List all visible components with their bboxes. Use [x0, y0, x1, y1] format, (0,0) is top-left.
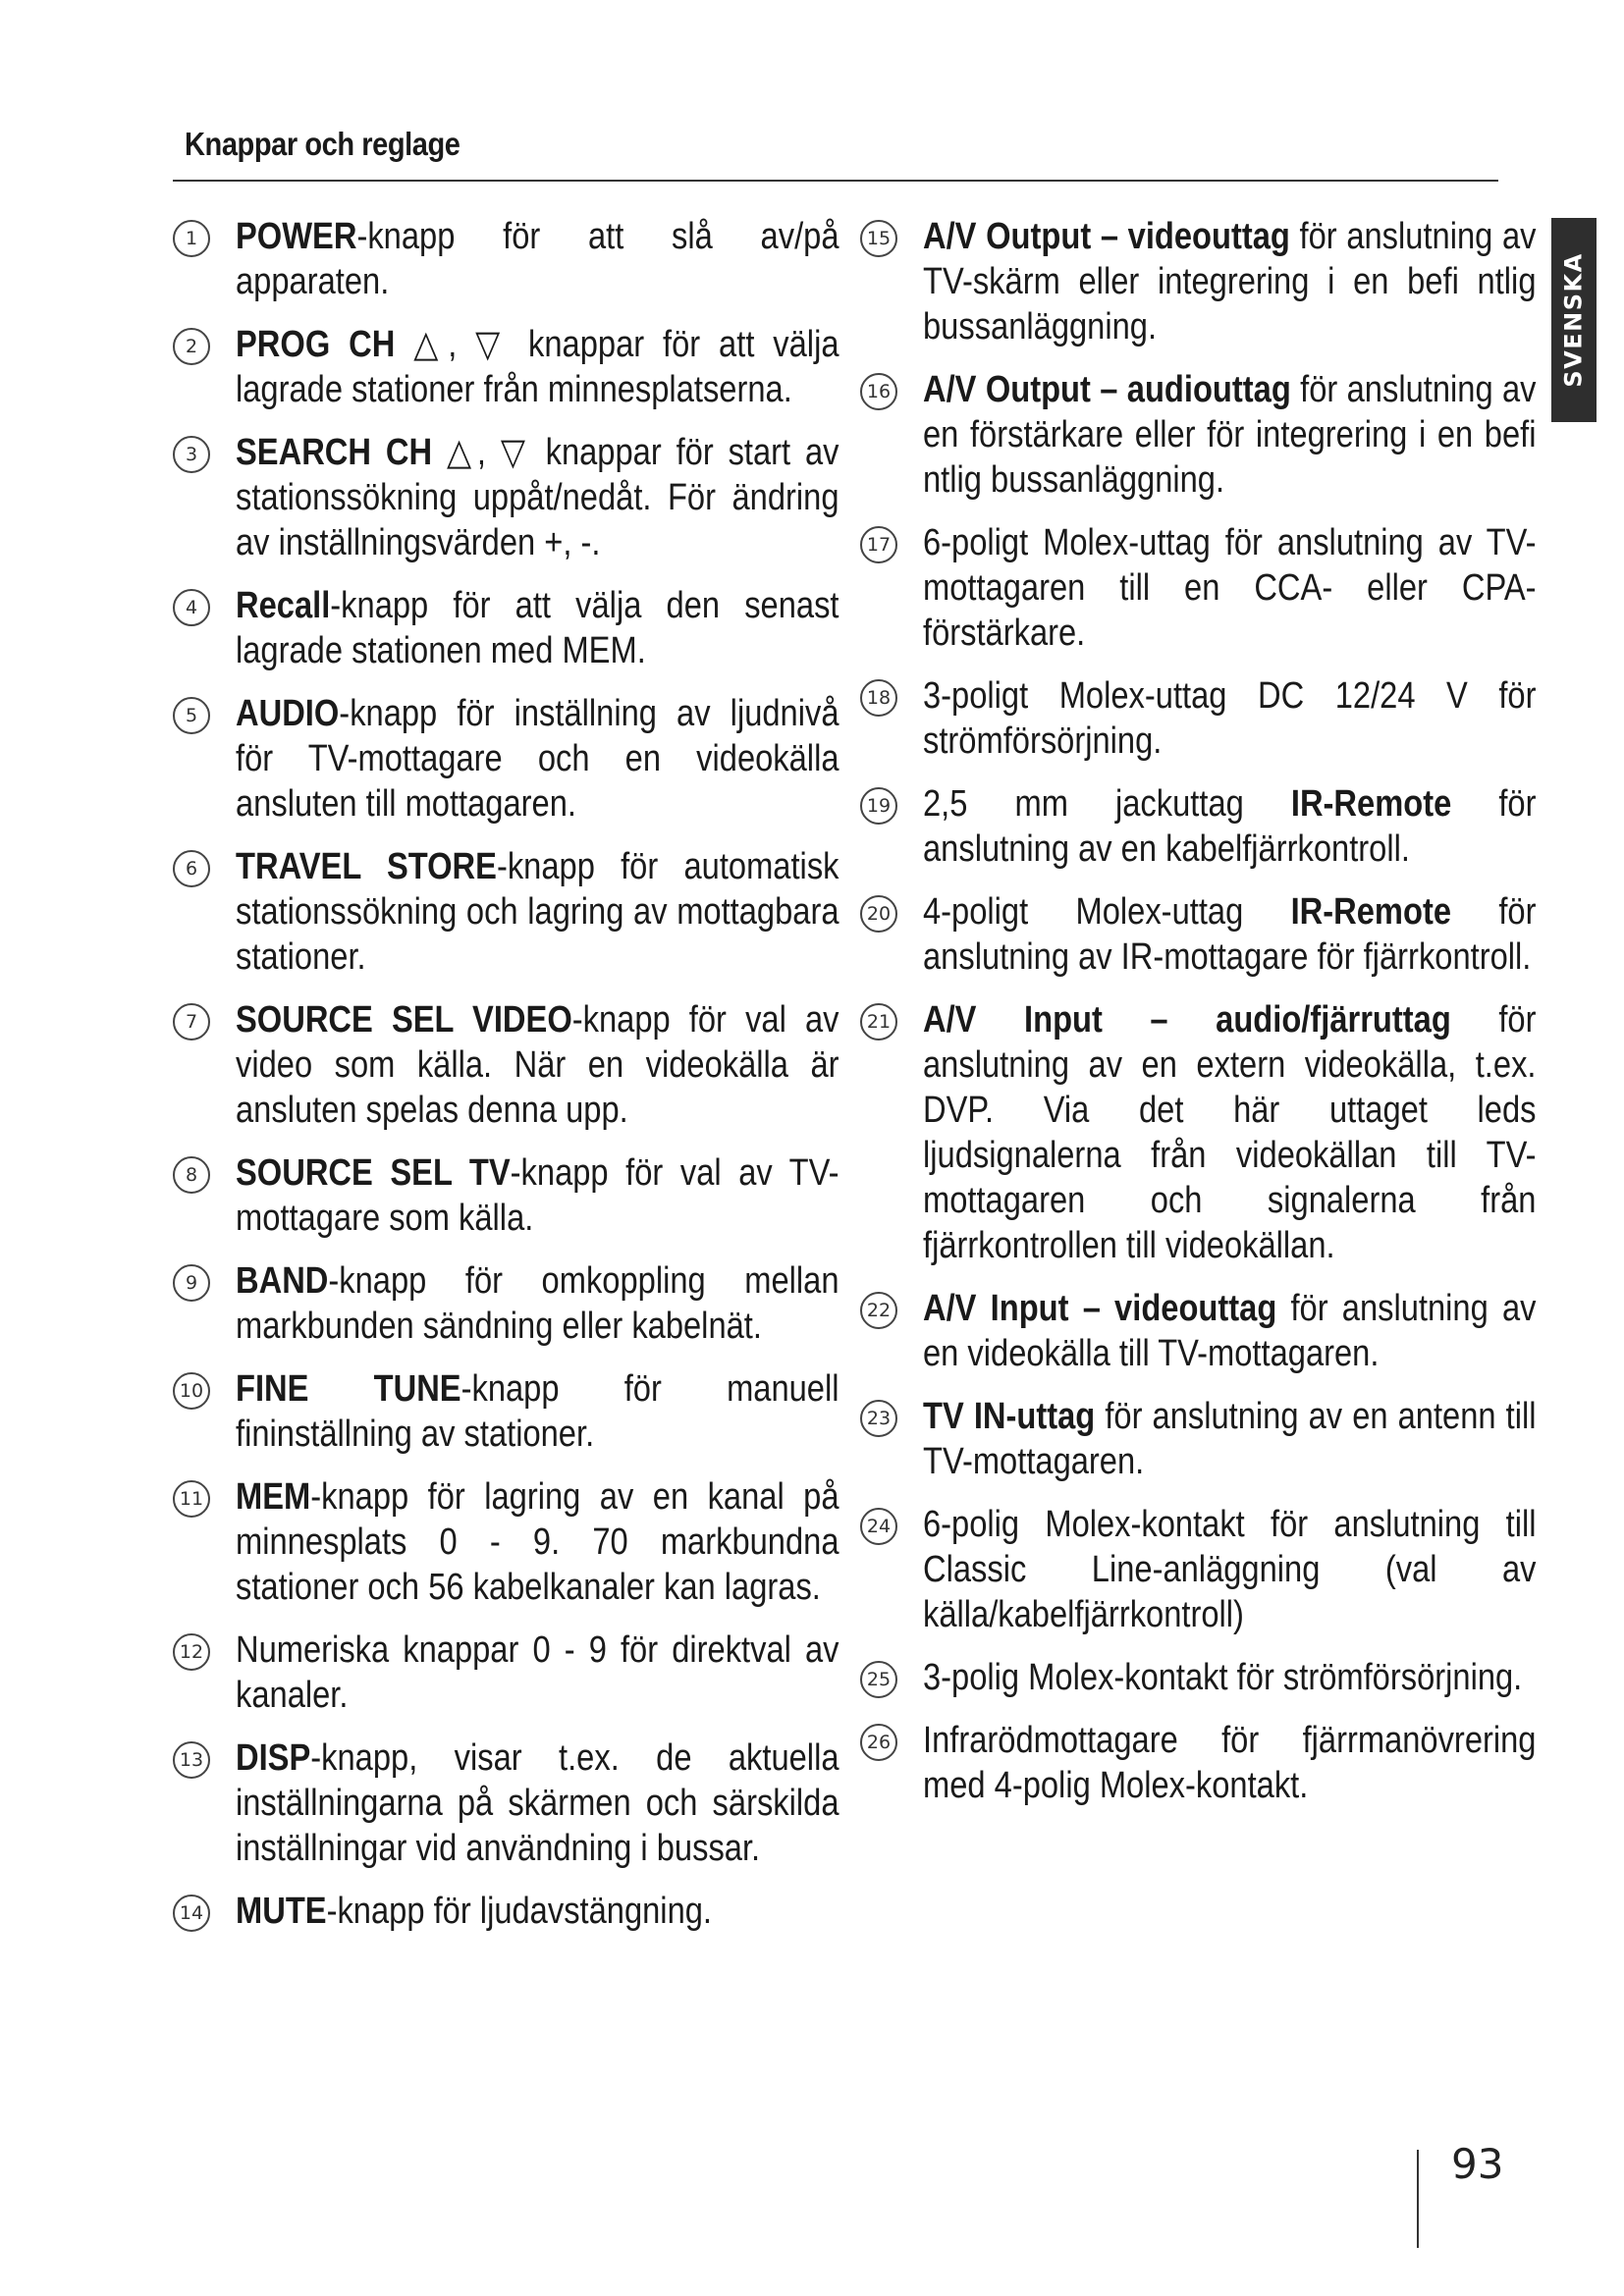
- item-term: FINE TUNE: [236, 1368, 461, 1410]
- item-number-badge: 1: [173, 220, 210, 257]
- item-text: [923, 781, 1536, 872]
- item-number-badge: 25: [860, 1661, 897, 1698]
- item-number-badge: 22: [860, 1292, 897, 1329]
- item-text: [236, 1258, 839, 1349]
- list-item: [860, 1394, 1538, 1484]
- item-term: A/V Input – videouttag: [923, 1288, 1277, 1329]
- item-number-badge: 7: [173, 1003, 210, 1041]
- item-text: [236, 1628, 839, 1718]
- item-term: MUTE: [236, 1891, 327, 1932]
- list-item: [860, 520, 1538, 656]
- item-number-badge: 3: [173, 436, 210, 473]
- list-item: [860, 214, 1538, 349]
- item-number-badge: 10: [173, 1372, 210, 1410]
- item-text: [236, 1150, 839, 1241]
- list-item: [173, 691, 840, 827]
- item-text: [236, 691, 839, 827]
- item-term: Recall: [236, 585, 331, 626]
- item-text: [236, 1889, 839, 1934]
- item-description: Numeriska knappar 0 - 9 för direktval av kanaler.: [236, 1629, 839, 1716]
- right-column: [860, 214, 1538, 1826]
- item-term: TRAVEL STORE: [236, 846, 497, 887]
- list-item: [173, 322, 840, 412]
- item-term: A/V Output – videouttag: [923, 216, 1290, 257]
- language-tab: [1551, 218, 1597, 422]
- item-term: SOURCE SEL VIDEO: [236, 999, 572, 1041]
- item-text: [236, 322, 839, 412]
- item-number-badge: 26: [860, 1724, 897, 1761]
- item-number-badge: 20: [860, 895, 897, 933]
- item-text: [236, 430, 839, 565]
- list-item: [173, 1735, 840, 1871]
- item-prefix: 4-poligt Molex-uttag: [923, 891, 1291, 933]
- item-number-badge: 18: [860, 679, 897, 717]
- list-item: [173, 1889, 840, 1934]
- list-item: [173, 430, 840, 565]
- item-description: för anslutning av TV-skärm eller integrering i en befi ntlig bussanläggning.: [923, 216, 1537, 347]
- item-description: för anslutning av en förstärkare eller för integrering i en befi ntlig bussanläggning.: [923, 369, 1537, 501]
- list-item: [173, 583, 840, 673]
- item-text: [236, 844, 839, 980]
- item-number-badge: 14: [173, 1895, 210, 1932]
- item-prefix: 2,5 mm jackuttag: [923, 783, 1291, 825]
- list-item: [860, 997, 1538, 1268]
- item-number-badge: 12: [173, 1633, 210, 1671]
- item-text: [923, 214, 1536, 349]
- item-term: DISP: [236, 1737, 311, 1779]
- item-description: -knapp för inställning av ljudnivå för TV-mottagare och en videokälla ansluten till mottagaren.: [236, 693, 839, 825]
- item-term: IR-Remote: [1290, 891, 1452, 933]
- list-item: [173, 214, 840, 304]
- list-item: [860, 1502, 1538, 1637]
- item-description: -knapp för automatisk stationssökning och lagring av mottagbara stationer.: [236, 846, 839, 978]
- item-description: -knapp för omkoppling mellan markbunden sändning eller kabelnät.: [236, 1260, 839, 1347]
- item-number-badge: 2: [173, 328, 210, 365]
- item-description: för anslutning av en antenn till TV-mottagaren.: [923, 1396, 1537, 1482]
- page-number: 93: [1451, 2140, 1504, 2188]
- item-text: [923, 997, 1536, 1268]
- list-item: [173, 1258, 840, 1349]
- item-number-badge: 4: [173, 589, 210, 626]
- list-item: [860, 673, 1538, 764]
- item-term: A/V Output – audiouttag: [923, 369, 1291, 410]
- language-tab-label: SVENSKA: [1560, 252, 1589, 388]
- item-term: SOURCE SEL TV: [236, 1152, 511, 1194]
- list-item: [173, 1474, 840, 1610]
- item-number-badge: 9: [173, 1264, 210, 1302]
- item-description: för anslutning av en kabelfjärrkontroll.: [923, 783, 1537, 870]
- list-item: [173, 844, 840, 980]
- item-number-badge: 13: [173, 1741, 210, 1779]
- left-column: [173, 214, 840, 1951]
- item-text: [923, 520, 1536, 656]
- item-description: -knapp för att välja den senast lagrade stationen med MEM.: [236, 585, 839, 671]
- item-description: -knapp för val av TV-mottagare som källa.: [236, 1152, 839, 1239]
- item-number-badge: 24: [860, 1508, 897, 1545]
- item-text: [923, 367, 1536, 503]
- item-description: △, ▽ knappar för start av stationssökning uppåt/nedåt. För ändring av inställningsvärden +, -.: [236, 432, 839, 563]
- item-term: A/V Input – audio/fjärruttag: [923, 999, 1451, 1041]
- list-item: [860, 367, 1538, 503]
- item-description: -knapp för manuell fininställning av stationer.: [236, 1368, 839, 1455]
- item-term: SEARCH CH: [236, 432, 447, 473]
- item-text: [236, 583, 839, 673]
- item-description: -knapp, visar t.ex. de aktuella inställningarna på skärmen och särskilda inställningar vid användning i bussar.: [236, 1737, 839, 1869]
- item-number-badge: 8: [173, 1156, 210, 1194]
- item-text: [236, 1366, 839, 1457]
- item-term: POWER: [236, 216, 357, 257]
- item-number-badge: 21: [860, 1003, 897, 1041]
- item-number-badge: 11: [173, 1480, 210, 1518]
- item-term: MEM: [236, 1476, 311, 1518]
- item-text: [236, 1735, 839, 1871]
- item-number-badge: 6: [173, 850, 210, 887]
- list-item: [173, 1150, 840, 1241]
- item-description: för anslutning av en extern videokälla, t.ex. DVP. Via det här uttaget leds ljudsignalerna från videokällan till TV-mottagaren och signalerna från fjärrkontrollen till videokällan.: [923, 999, 1537, 1266]
- item-term: BAND: [236, 1260, 329, 1302]
- list-item: [860, 1286, 1538, 1376]
- section-heading: Knappar och reglage: [185, 126, 460, 162]
- item-number-badge: 16: [860, 373, 897, 410]
- item-text: [923, 1394, 1536, 1484]
- item-description: -knapp för att slå av/på apparaten.: [236, 216, 839, 302]
- list-item: [860, 1718, 1538, 1808]
- list-item: [173, 1366, 840, 1457]
- item-text: [923, 1286, 1536, 1376]
- list-item: [860, 781, 1538, 872]
- item-text: [923, 1718, 1536, 1808]
- item-text: [923, 673, 1536, 764]
- item-description: -knapp för ljudavstängning.: [326, 1891, 712, 1932]
- item-text: [923, 1502, 1536, 1637]
- item-term: PROG CH: [236, 324, 414, 365]
- item-description: -knapp för lagring av en kanal på minnesplats 0 - 9. 70 markbundna stationer och 56 kabelkanaler kan lagras.: [236, 1476, 839, 1608]
- list-item: [173, 1628, 840, 1718]
- item-description: för anslutning av en videokälla till TV-mottagaren.: [923, 1288, 1537, 1374]
- item-description: Infrarödmottagare för fjärrmanövrering med 4-polig Molex-kontakt.: [923, 1720, 1537, 1806]
- item-text: [236, 214, 839, 304]
- item-description: för anslutning av IR-mottagare för fjärrkontroll.: [923, 891, 1537, 978]
- page-number-divider: [1417, 2150, 1419, 2248]
- list-item: [860, 889, 1538, 980]
- item-description: 3-polig Molex-kontakt för strömförsörjning.: [923, 1657, 1523, 1698]
- item-term: AUDIO: [236, 693, 340, 734]
- item-text: [236, 997, 839, 1133]
- item-number-badge: 5: [173, 697, 210, 734]
- item-number-badge: 23: [860, 1400, 897, 1437]
- item-text: [236, 1474, 839, 1610]
- item-description: 3-poligt Molex-uttag DC 12/24 V för strömförsörjning.: [923, 675, 1537, 762]
- item-text: [923, 1655, 1536, 1700]
- item-text: [923, 889, 1536, 980]
- list-item: [860, 1655, 1538, 1700]
- item-description: 6-polig Molex-kontakt för anslutning till Classic Line-anläggning (val av källa/kabelfjärrkontroll): [923, 1504, 1537, 1635]
- item-number-badge: 15: [860, 220, 897, 257]
- header-divider: [173, 180, 1498, 182]
- item-description: △, ▽ knappar för att välja lagrade stationer från minnesplatserna.: [236, 324, 839, 410]
- item-description: -knapp för val av video som källa. När en videokälla är ansluten spelas denna upp.: [236, 999, 839, 1131]
- item-number-badge: 19: [860, 787, 897, 825]
- item-description: 6-poligt Molex-uttag för anslutning av TV-mottagaren till en CCA- eller CPA-förstärkare.: [923, 522, 1537, 654]
- item-term: TV IN-uttag: [923, 1396, 1096, 1437]
- item-number-badge: 17: [860, 526, 897, 563]
- item-term: IR-Remote: [1290, 783, 1452, 825]
- list-item: [173, 997, 840, 1133]
